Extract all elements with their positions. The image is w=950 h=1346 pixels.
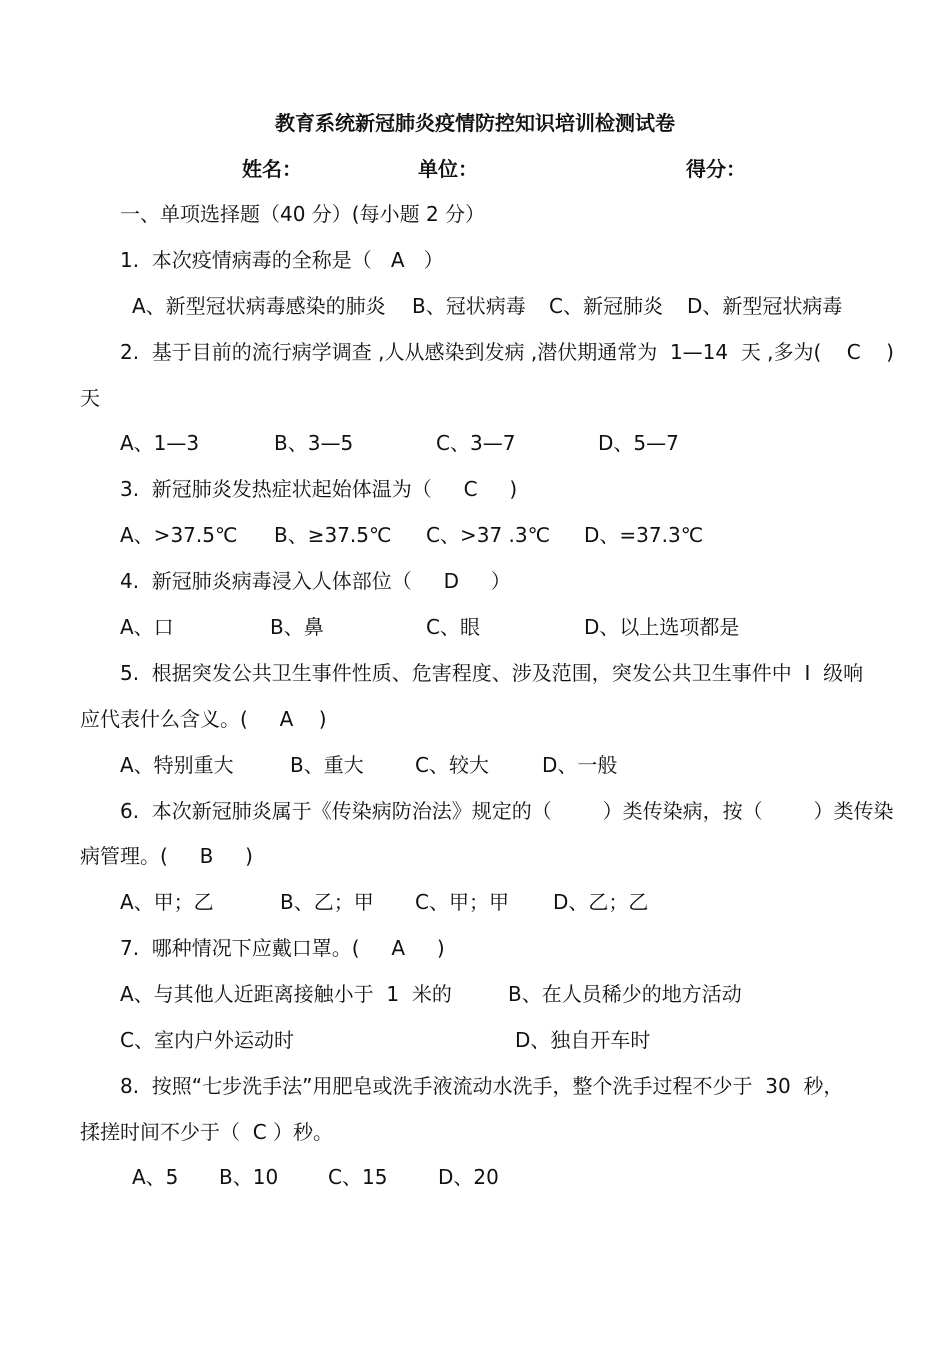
question-7-option-b: B、在人员稀少的地方活动	[508, 982, 742, 1006]
question-4-stem: 4. 新冠肺炎病毒浸入人体部位（ D ）	[120, 569, 511, 593]
question-8-option-d: D、20	[438, 1165, 499, 1189]
question-2-stem-cont: 天	[80, 386, 100, 410]
question-4-option-a: A、口	[120, 615, 174, 639]
question-4-option-d: D、以上选项都是	[584, 615, 740, 639]
question-7-option-c: C、室内户外运动时	[120, 1028, 294, 1052]
question-2-option-c: C、3—7	[436, 431, 516, 455]
question-5-stem: 5. 根据突发公共卫生事件性质、危害程度、涉及范围，突发公共卫生事件中 I 级响	[120, 661, 864, 685]
question-8-option-a: A、5	[132, 1165, 179, 1189]
question-7-option-d: D、独自开车时	[515, 1028, 651, 1052]
question-3-option-c: C、>37 .3℃	[426, 523, 551, 547]
question-1-option-c: C、新冠肺炎	[549, 294, 663, 318]
question-1-option-b: B、冠状病毒	[412, 294, 526, 318]
question-3-option-a: A、>37.5℃	[120, 523, 238, 547]
question-6-option-d: D、乙；乙	[553, 890, 649, 914]
question-6-option-c: C、甲；甲	[415, 890, 509, 914]
score-label: 得分：	[686, 157, 746, 181]
question-3-option-d: D、=37.3℃	[584, 523, 704, 547]
question-4-option-b: B、鼻	[270, 615, 324, 639]
question-8-option-c: C、15	[328, 1165, 388, 1189]
question-2-stem: 2. 基于目前的流行病学调查 ,人从感染到发病 ,潜伏期通常为 1—14 天 ,多为( C )	[120, 340, 894, 364]
question-6-stem-cont: 病管理。( B )	[80, 844, 253, 868]
document-title: 教育系统新冠肺炎疫情防控知识培训检测试卷	[275, 111, 675, 135]
question-2-option-b: B、3—5	[274, 431, 354, 455]
question-7-option-a: A、与其他人近距离接触小于 1 米的	[120, 982, 452, 1006]
question-5-option-c: C、较大	[415, 753, 489, 777]
question-5-option-d: D、一般	[542, 753, 618, 777]
question-6-option-b: B、乙；甲	[280, 890, 374, 914]
question-8-stem-cont: 揉搓时间不少于（ C ）秒。	[80, 1120, 334, 1144]
question-1-option-d: D、新型冠状病毒	[687, 294, 843, 318]
section-heading: 一、单项选择题（40 分）(每小题 2 分）	[120, 202, 486, 226]
question-8-option-b: B、10	[219, 1165, 279, 1189]
name-label: 姓名：	[242, 157, 302, 181]
question-5-option-a: A、特别重大	[120, 753, 234, 777]
question-7-stem: 7. 哪种情况下应戴口罩。( A )	[120, 936, 445, 960]
question-5-stem-cont: 应代表什么含义。( A )	[80, 707, 327, 731]
question-1-stem: 1. 本次疫情病毒的全称是（ A ）	[120, 248, 444, 272]
question-2-option-a: A、1—3	[120, 431, 200, 455]
unit-label: 单位：	[418, 157, 478, 181]
question-6-stem: 6. 本次新冠肺炎属于《传染病防治法》规定的（ ）类传染病，按（ ）类传染	[120, 799, 894, 823]
question-3-option-b: B、≥37.5℃	[274, 523, 392, 547]
question-2-option-d: D、5—7	[598, 431, 679, 455]
question-8-stem: 8. 按照“七步洗手法”用肥皂或洗手液流动水洗手，整个洗手过程不少于 30 秒，	[120, 1074, 844, 1098]
question-6-option-a: A、甲；乙	[120, 890, 214, 914]
question-5-option-b: B、重大	[290, 753, 364, 777]
question-1-option-a: A、新型冠状病毒感染的肺炎	[132, 294, 386, 318]
question-4-option-c: C、眼	[426, 615, 480, 639]
question-3-stem: 3. 新冠肺炎发热症状起始体温为（ C )	[120, 477, 518, 501]
